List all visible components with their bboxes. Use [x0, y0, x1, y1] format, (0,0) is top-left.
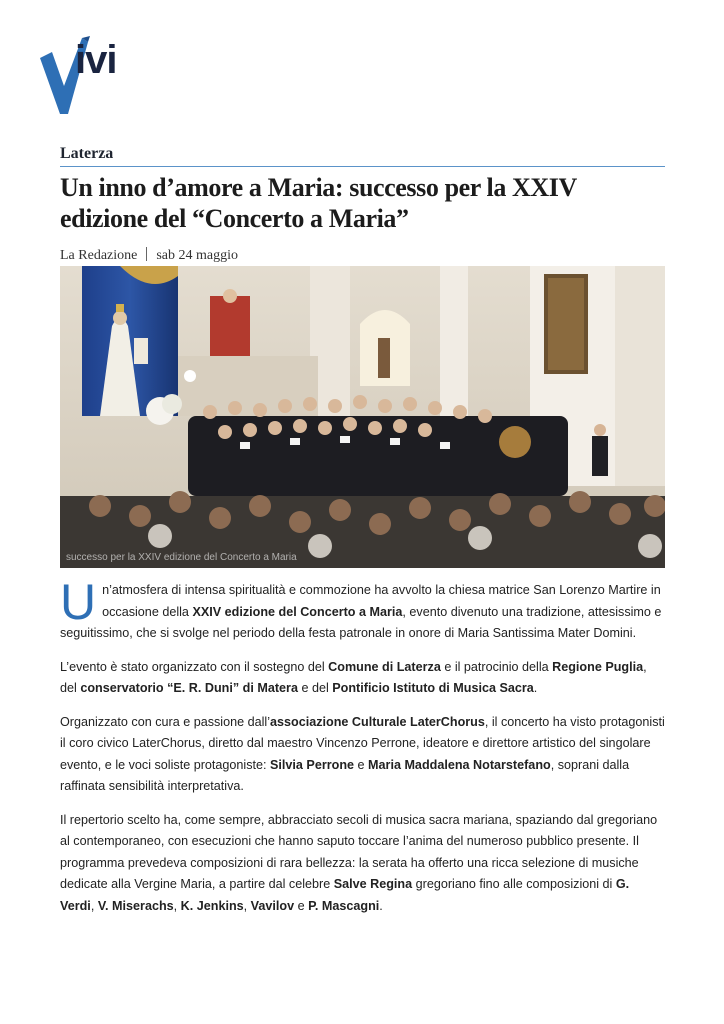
text-run: e del — [297, 681, 333, 695]
paragraph-4 — [60, 810, 665, 918]
text-run: , — [243, 898, 251, 913]
text-run: Organizzato con cura e passione dall’ — [60, 714, 271, 729]
text-run: . — [379, 898, 383, 913]
text-run: , del — [60, 659, 647, 695]
text-run: e — [294, 898, 309, 913]
text-run: , il concerto ha visto protagonisti il coro civico LaterChorus, diretto dal maestro Vincenzo Perrone, ideatore e direttore artistico del singolare evento, e le voci soliste protagoniste: — [60, 714, 665, 772]
author-name[interactable]: La Redazione — [60, 248, 138, 263]
text-run: . — [533, 681, 538, 695]
text-run: , — [90, 898, 98, 913]
byline-separator — [146, 247, 147, 261]
bold-text: Salve Regina — [333, 877, 413, 891]
logo-wordmark: ivi — [75, 38, 117, 82]
bold-text: XXIV edizione del Concerto a Maria — [192, 604, 403, 619]
bold-text: Pontificio Istituto di Musica Sacra — [332, 681, 534, 695]
bold-text: Vavilov — [250, 898, 295, 913]
photo-caption: successo per la XXIV edizione del Concerto a Maria — [66, 552, 297, 563]
bold-text: Comune di Laterza — [328, 659, 441, 674]
bold-text: Maria Maddalena Notarstefano — [368, 757, 551, 772]
article-headline: Un inno d’amore a Maria: successo per la XXIV edizione del “Concerto a Maria” — [60, 173, 577, 233]
bold-text: conservatorio “E. R. Duni” di Matera — [80, 681, 298, 695]
byline — [60, 247, 238, 264]
text-run: , soprani dalla raffinata sensibilità interpretativa. — [60, 757, 630, 793]
text-run: n’atmosfera di intensa spiritualità e commozione ha avvolto la chiesa matrice San Lorenzo Martire in occasione della — [102, 583, 661, 619]
paragraph-2 — [60, 657, 665, 700]
paragraph-3 — [60, 712, 665, 798]
bold-text: P. Mascagni — [308, 898, 380, 913]
bold-text: G. Verdi — [60, 877, 630, 913]
bold-text: V. Miserachs — [97, 898, 174, 913]
bold-text: K. Jenkins — [180, 898, 244, 913]
bold-text: Regione Puglia — [552, 659, 644, 674]
article-body — [60, 574, 665, 929]
paragraph-1 — [60, 574, 665, 645]
site-logo[interactable] — [38, 36, 130, 118]
text-run: e il patrocinio della — [440, 659, 553, 674]
drop-cap: U — [60, 574, 97, 630]
text-run: , evento divenuto una tradizione, attesissimo e seguitissimo, che si svolge nel periodo della festa patronale in onore di Maria Santissima Mater Domini. — [60, 604, 662, 640]
publish-date: sab 24 maggio — [156, 248, 239, 263]
concert-photo-illustration — [60, 266, 665, 568]
section-divider — [60, 166, 665, 167]
text-run: e — [354, 757, 369, 772]
bold-text: associazione Culturale LaterChorus — [270, 714, 485, 729]
article-photo — [60, 266, 665, 568]
section-label[interactable]: Laterza — [60, 145, 114, 162]
text-run: , — [173, 898, 181, 913]
text-run: L’evento è stato organizzato con il sostegno del — [60, 659, 329, 674]
text-run: Il repertorio scelto ha, come sempre, abbracciato secoli di musica sacra mariana, spaziando dal gregoriano al contemporaneo, con esecuzioni che hanno saputo toccare l’anima del numeroso pubblico presente. Il programma prevedeva composizioni di rara bellezza: la serata ha offerto una ricca selezione di musiche dedicate alla Vergine Maria, a partire dal celebre — [60, 812, 658, 891]
bold-text: Silvia Perrone — [270, 757, 355, 772]
text-run: gregoriano fino alle composizioni di — [412, 877, 616, 891]
